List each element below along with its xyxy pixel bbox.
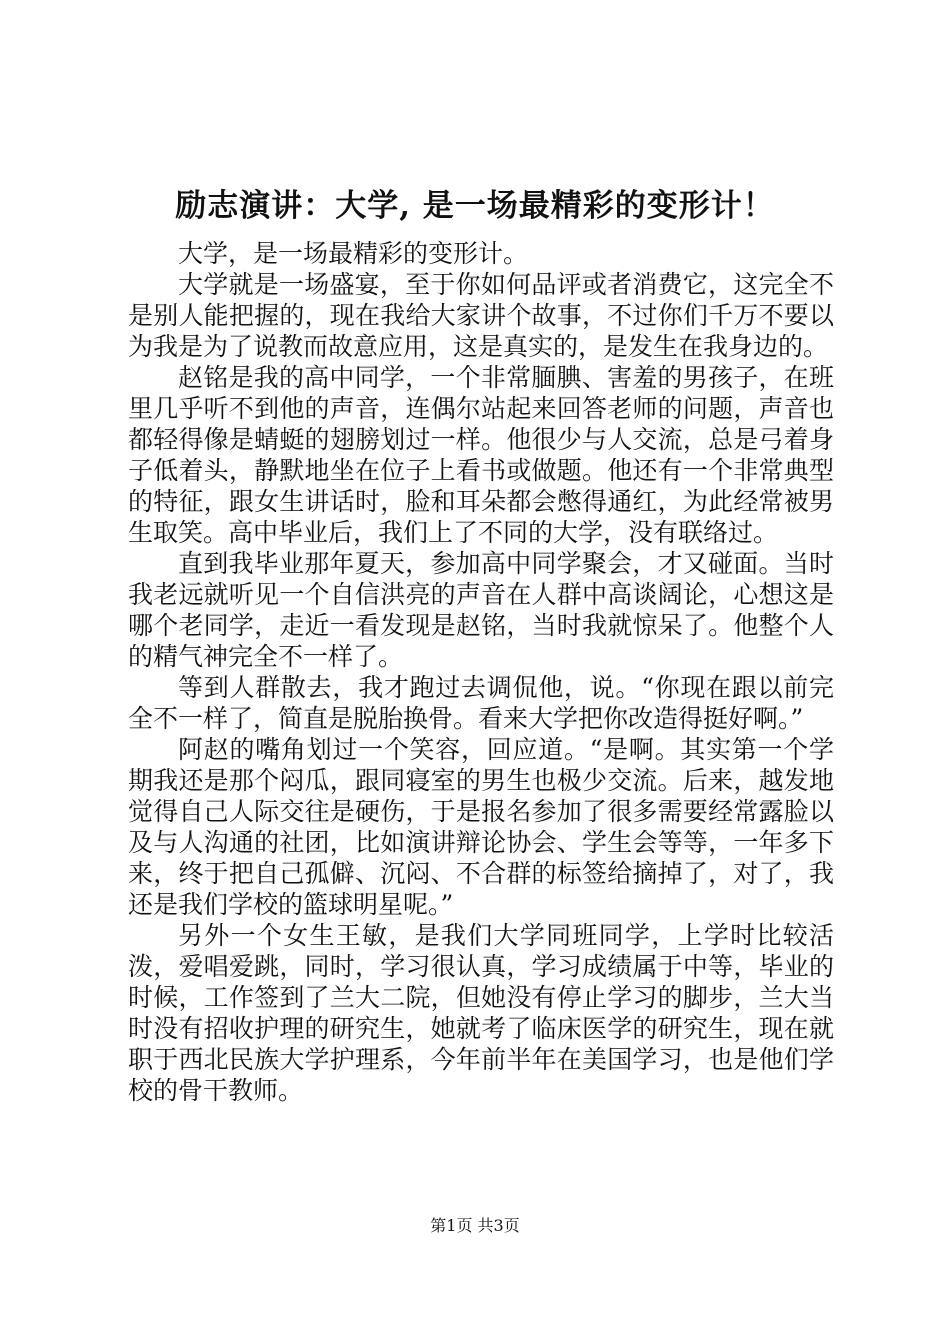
document-body <box>128 238 834 1106</box>
page-title: 励志演讲：大学, 是一场最精彩的变形计！ <box>175 188 775 224</box>
paragraph-7: 另外一个女生王敏，是我们大学同班同学，上学时比较活泼，爱唱爱跳，同时，学习很认真，学习成绩属于中等，毕业的时候，工作签到了兰大二院，但她没有停止学习的脚步，兰大当时没有招收护理的研究生，她就考了临床医学的研究生，现在就职于西北民族大学护理系，今年前半年在美国学习，也是他们学校的骨干教师。 <box>128 921 834 1105</box>
paragraph-3: 赵铭是我的高中同学，一个非常腼腆、害羞的男孩子，在班里几乎听不到他的声音，连偶尔站起来回答老师的问题，声音也都轻得像是蜻蜓的翅膀划过一样。他很少与人交流，总是弓着身子低着头，静默地坐在位子上看书或做题。他还有一个非常典型的特征，跟女生讲话时，脸和耳朵都会憋得通红，为此经常被男生取笑。高中毕业后，我们上了不同的大学，没有联络过。 <box>128 363 834 547</box>
paragraph-4: 直到我毕业那年夏天，参加高中同学聚会，才又碰面。当时我老远就听见一个自信洪亮的声音在人群中高谈阔论，心想这是哪个老同学，走近一看发现是赵铭，当时我就惊呆了。他整个人的精气神完全不一样了。 <box>128 549 834 671</box>
paragraph-6: 阿赵的嘴角划过一个笑容，回应道。“是啊。其实第一个学期我还是那个闷瓜，跟同寝室的男生也极少交流。后来，越发地觉得自己人际交往是硬伤，于是报名参加了很多需要经常露脸以及与人沟通的社团，比如演讲辩论协会、学生会等等，一年多下来，终于把自己孤僻、沉闷、不合群的标签给摘掉了，对了，我还是我们学校的篮球明星呢。” <box>128 735 834 919</box>
paragraph-5: 等到人群散去，我才跑过去调侃他，说。“你现在跟以前完全不一样了，简直是脱胎换骨。看来大学把你改造得挺好啊。” <box>128 673 834 733</box>
page-footer: 第1页 共3页 <box>430 1216 520 1235</box>
paragraph-1: 大学，是一场最精彩的变形计。 <box>178 239 529 268</box>
paragraph-2: 大学就是一场盛宴，至于你如何品评或者消费它，这完全不是别人能把握的，现在我给大家讲个故事，不过你们千万不要以为我是为了说教而故意应用，这是真实的，是发生在我身边的。 <box>128 270 834 361</box>
